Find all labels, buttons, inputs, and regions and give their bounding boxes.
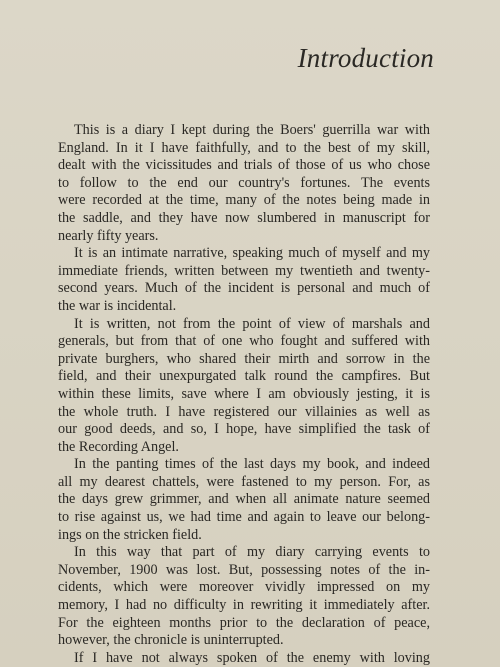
text-line: generals, but from that of one who fought and suffered with bbox=[58, 333, 430, 350]
text-line: cidents, which were moreover vividly impressed on my bbox=[58, 579, 430, 596]
text-line: If I have not always spoken of the enemy with loving bbox=[74, 649, 430, 666]
paragraph-6 bbox=[58, 650, 430, 667]
text-line: This is a diary I kept during the Boers' guerrilla war with bbox=[74, 122, 430, 138]
body-text bbox=[58, 122, 430, 667]
text-line: second years. Much of the incident is personal and much of bbox=[58, 280, 430, 297]
text-line: In this way that part of my diary carrying events to bbox=[74, 544, 430, 561]
text-line: nearly fifty years. bbox=[58, 227, 159, 244]
text-line: In the panting times of the last days my book, and indeed bbox=[74, 456, 430, 473]
text-line: the war is incidental. bbox=[58, 297, 177, 314]
text-line: memory, I had no difficulty in rewriting it immediately after. bbox=[58, 597, 430, 614]
text-line: to follow to the end our country's fortunes. The events bbox=[58, 174, 430, 191]
chapter-title: Introduction bbox=[297, 43, 434, 73]
text-line: within these limits, save where I am obviously jesting, it is bbox=[58, 385, 430, 402]
paragraph-5 bbox=[58, 544, 430, 650]
text-line: It is an intimate narrative, speaking much of myself and my bbox=[74, 245, 430, 262]
text-line: England. In it I have faithfully, and to the best of my skill, bbox=[58, 139, 430, 156]
text-line: November, 1900 was lost. But, possessing notes of the in- bbox=[58, 561, 430, 578]
text-line: the saddle, and they have now slumbered in manuscript for bbox=[58, 209, 430, 226]
text-line: It is written, not from the point of view of marshals and bbox=[74, 315, 430, 332]
paragraph-4 bbox=[58, 456, 430, 544]
text-line: to rise against us, we had time and again to leave our belong- bbox=[58, 509, 430, 526]
paragraph-1 bbox=[58, 122, 430, 245]
text-line: the whole truth. I have registered our villainies as well as bbox=[58, 403, 430, 420]
text-line: field, and their unexpurgated talk round the campfires. But bbox=[58, 368, 430, 385]
text-line: our good deeds, and so, I hope, have simplified the task of bbox=[58, 421, 430, 438]
text-line: however, the chronicle is uninterrupted. bbox=[58, 632, 284, 649]
text-line: ings on the stricken field. bbox=[58, 526, 202, 543]
text-line: immediate friends, written between my twentieth and twenty- bbox=[58, 262, 430, 279]
text-line: the days grew grimmer, and when all animate nature seemed bbox=[58, 491, 430, 508]
text-line: private burghers, who shared their mirth and sorrow in the bbox=[58, 350, 430, 367]
text-line: For the eighteen months prior to the declaration of peace, bbox=[58, 614, 430, 631]
text-line: all my dearest chattels, were fastened to my person. For, as bbox=[58, 473, 430, 490]
paragraph-3 bbox=[58, 316, 430, 457]
text-line: were recorded at the time, many of the notes being made in bbox=[58, 192, 430, 209]
text-line: dealt with the vicissitudes and trials of those of us who chose bbox=[58, 157, 430, 174]
paragraph-2 bbox=[58, 245, 430, 315]
text-line: the Recording Angel. bbox=[58, 438, 179, 455]
